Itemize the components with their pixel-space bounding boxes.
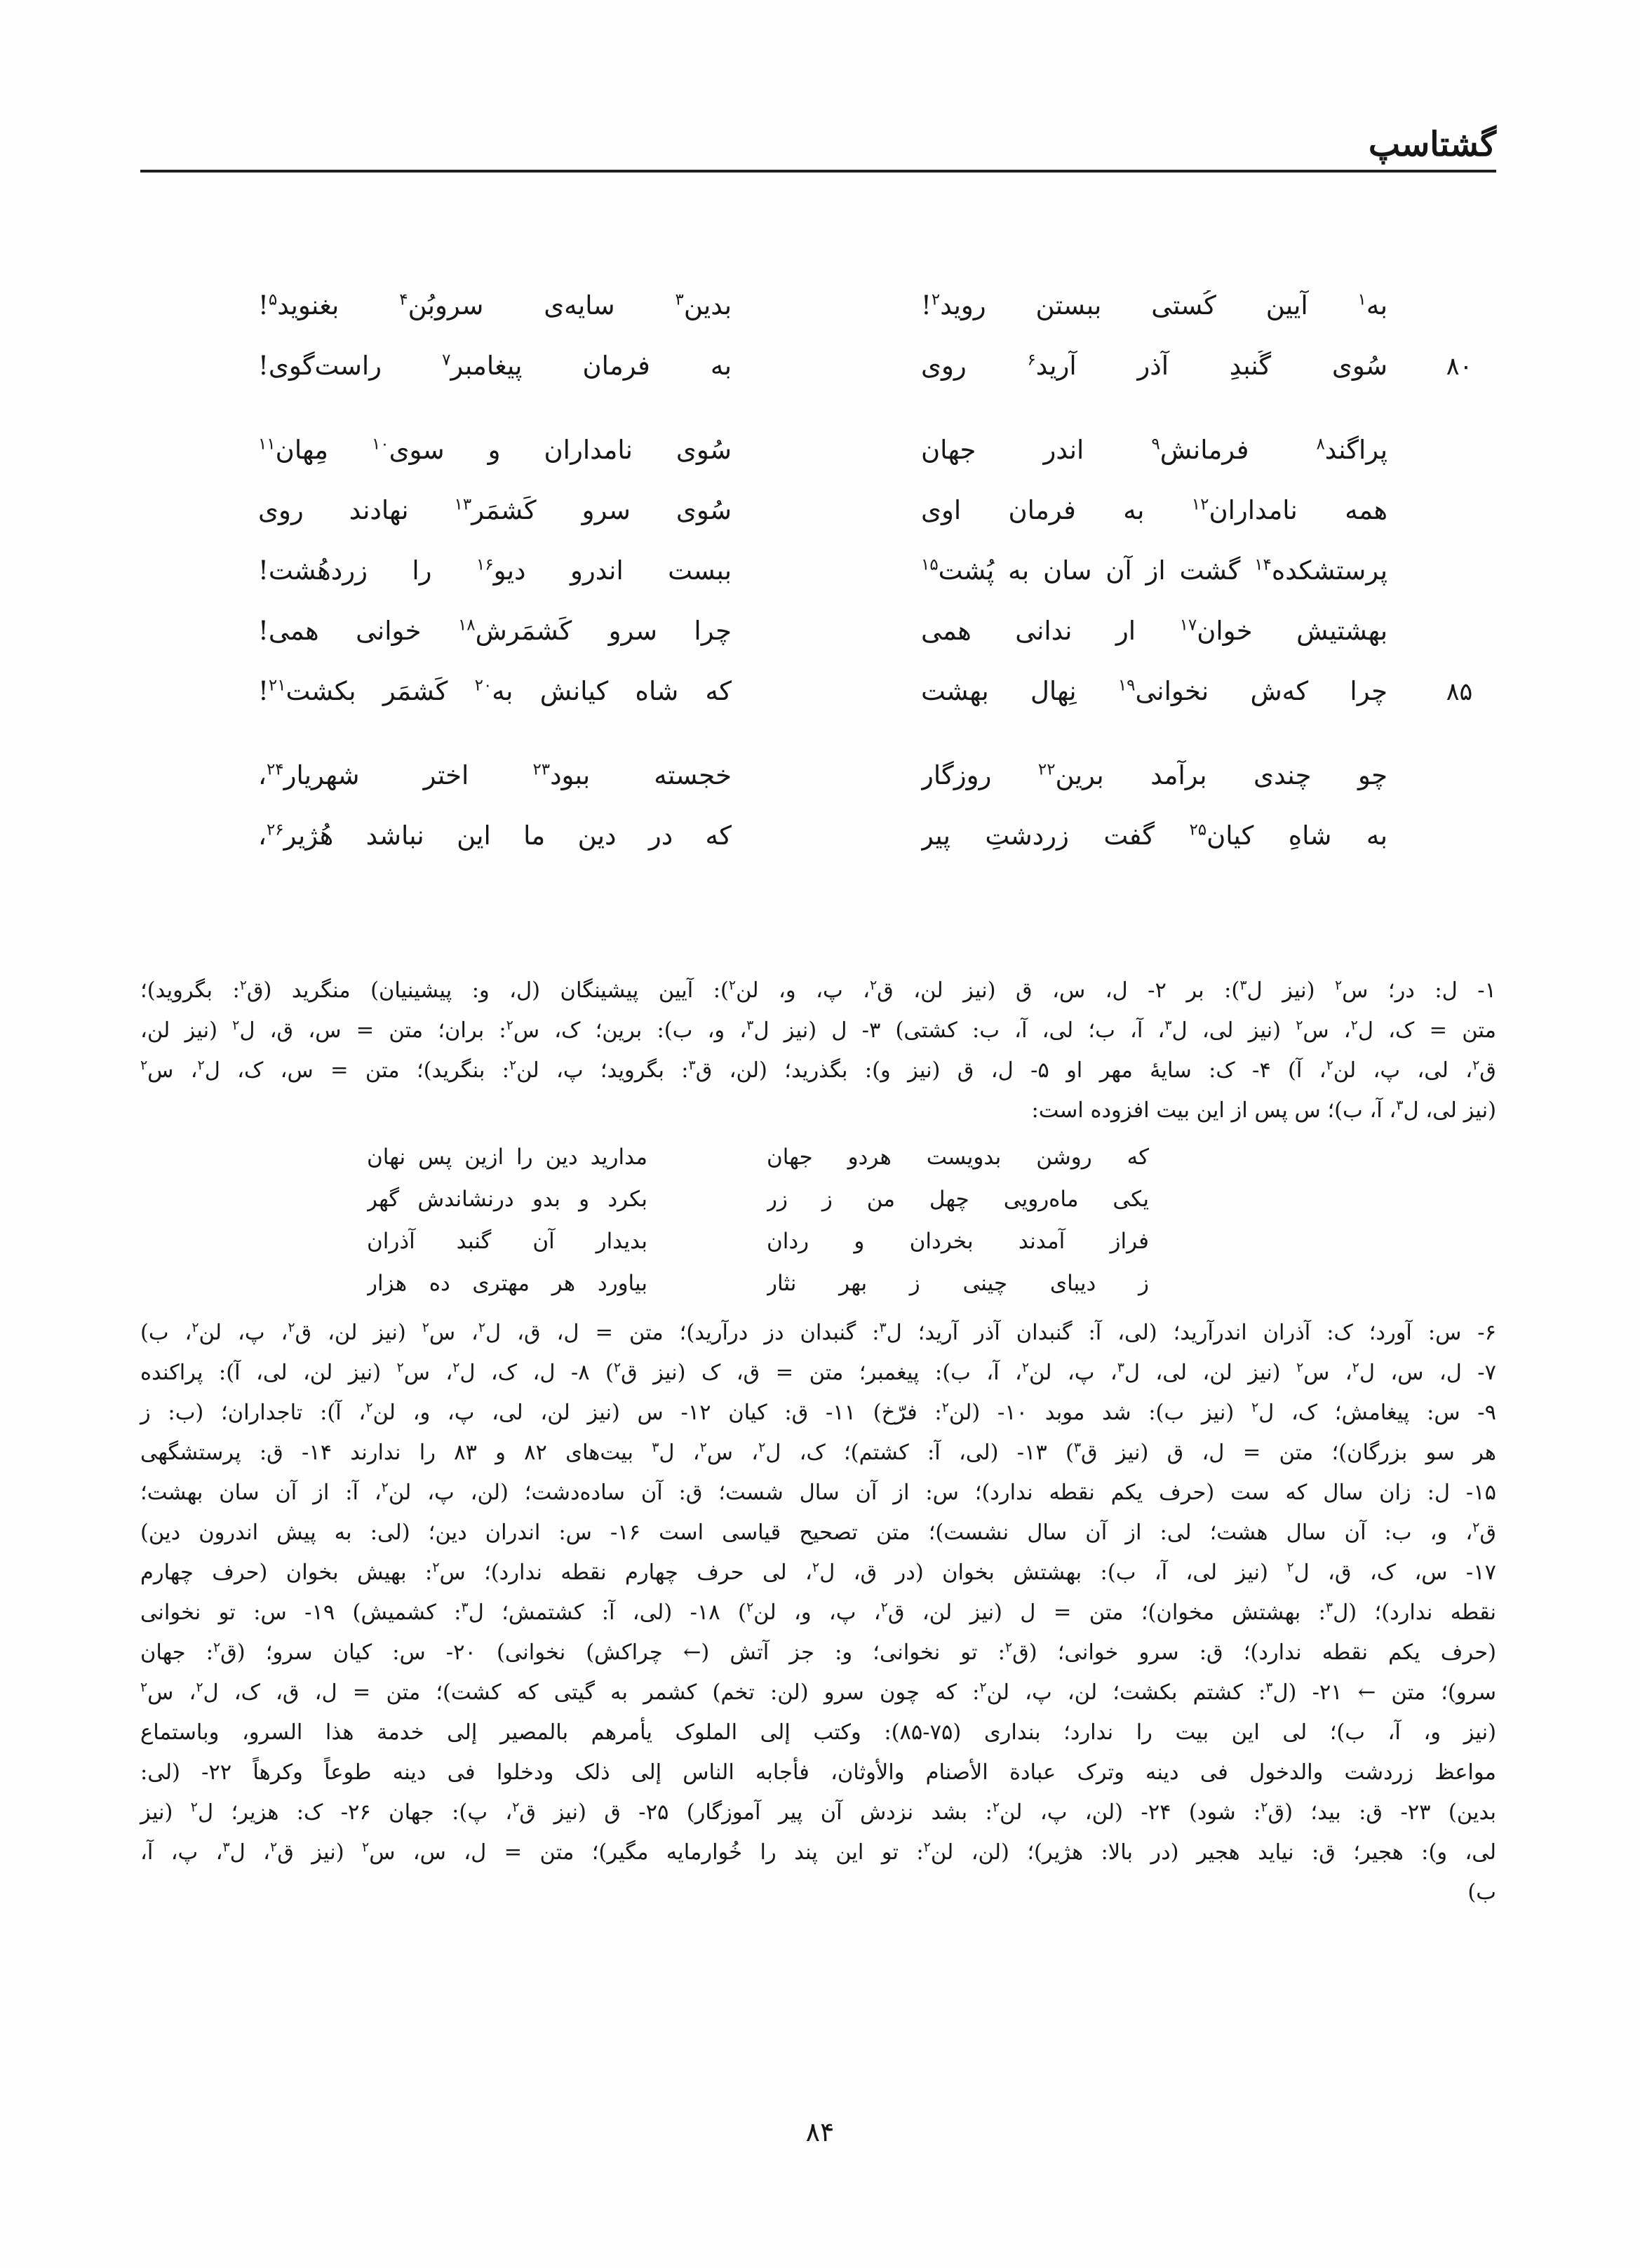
header-rule [140, 170, 1496, 173]
footnote-marker: ۲ [979, 1679, 987, 1695]
footnote-marker: ۲۶ [266, 821, 284, 839]
poem-couplet [140, 555, 1496, 616]
apparatus-section [140, 971, 1496, 1912]
footnote-marker: ۳ [222, 1839, 230, 1855]
footnote-marker: ۱۹ [1117, 676, 1136, 695]
apparatus-line: ۹- س: پیغامش؛ ک، ل$^۲$ (نیز ب): شد موبد ۱۰- (لن$^۲$: فرّخ) ۱۱- ق: کیان ۱۲- س (نیز لن، لی، پ، و، لن$^۲$، آ): تاجداران؛ (ب: ز [140, 1399, 1496, 1425]
stanza [140, 435, 1496, 736]
footnote-marker: ۲ [1472, 1519, 1480, 1535]
apparatus-line: ۱۵- ل: زان سال که ست (حرف یکم نقطه ندارد)؛ س: از آن سال شست؛ ق: آن ساده‌دشت؛ (لن، پ، لن$^۲$، آ: از آن سان بهشت؛ [140, 1479, 1497, 1505]
footnote-marker: ۲ [746, 1599, 754, 1615]
inserted-hemistich-right: که روشن بدویست هردو جهان [767, 1144, 1149, 1170]
footnote-marker: ۱۱ [258, 435, 276, 454]
apparatus-line: ۱- ل: در؛ س$^۲$ (نیز ل$^۳$): بر ۲- ل، س، ق (نیز لن، ق$^۲$، پ، و، لن$^۲$): آیین پیشینگان (ل، و: پیشینیان) منگرید (ق$^۲$: بگروید)؛ [140, 977, 1496, 1003]
apparatus-line: متن = ک، ل$^۲$، س$^۲$ (نیز لی، ل$^۳$، آ، ب؛ لی، آ، ب: کشتی) ۳- ل (نیز ل$^۳$، و، ب): برین؛ ک، س$^۲$: بران؛ متن = س، ق، ل$^۲$ (نیز لن، [140, 1017, 1496, 1043]
footnote-marker: ۲۰ [474, 676, 492, 695]
verse-number: ۸۰ [1446, 352, 1473, 381]
footnote-marker: ۱۳ [454, 495, 472, 514]
inserted-hemistich-left: بکرد و بدو درنشاندش گهر [367, 1186, 647, 1212]
stanza [140, 290, 1496, 411]
page-number: ۸۴ [805, 2117, 835, 2147]
footnote-marker: ۲ [1352, 1359, 1359, 1375]
apparatus-line: (نیز لی، ل$^۳$، آ، ب)؛ س پس از این بیت افزوده است: [1031, 1097, 1496, 1123]
footnote-marker: ۳ [652, 1439, 659, 1455]
footnote-marker: ۱ [1357, 290, 1366, 309]
apparatus-line: هر سو بزرگان)؛ متن = ل، ق (نیز ق$^۳$) ۱۳- (لی، آ: کشتم)؛ ک، ل$^۲$، س$^۲$، ل$^۳$ بیت‌های ۸۲ و ۸۳ را ندارند ۱۴- ق: پرستشگهی [140, 1439, 1496, 1465]
footnote-marker: ۲ [1326, 1057, 1333, 1073]
footnote-marker: ۲ [140, 1057, 148, 1073]
poem-couplet [140, 495, 1496, 555]
inserted-hemistich-right: یکی ماه‌رویی چهل من ز زر [767, 1186, 1149, 1212]
footnote-marker: ۳ [1265, 1679, 1273, 1695]
hemistich-left: سُوی نامداران و سوی$^{۱۰}$ مِهان$^{۱۱}$ [258, 434, 732, 465]
footnote-marker: ۲ [396, 1359, 404, 1375]
footnote-marker: ۹ [1151, 435, 1160, 454]
inserted-hemistich-right: ز دیبای چینی ز بهر نثار [767, 1270, 1149, 1296]
poem-couplet [140, 760, 1496, 821]
poem-couplet [140, 435, 1496, 495]
apparatus-line: ۷- ل، س، ل$^۲$، س$^۲$ (نیز لن، لی، ل$^۳$، پ، لن$^۲$، آ، ب): پیغمبر؛ متن = ق، ک (نیز ق$^۲$) ۸- ل، ک، ل$^۲$، س$^۲$ (نیز لن، لی، آ): پراکنده [140, 1359, 1496, 1385]
inserted-verse-row [140, 1180, 1496, 1222]
inserted-hemistich-left: مدارید دین را ازین پس نهان [367, 1144, 647, 1170]
hemistich-left: چرا سروِ کَشمَرش$^{۱۸}$ خوانی همی! [258, 615, 732, 646]
footnote-marker: ۳ [461, 1599, 469, 1615]
footnote-marker: ۲ [506, 1017, 513, 1033]
footnote-marker: ۲ [140, 1679, 148, 1695]
hemistich-right: به شاهِ کیان$^{۲۵}$ گفت زردشتِ پیر [921, 820, 1387, 851]
poem-couplet [140, 616, 1496, 676]
footnote-marker: ۳ [746, 1017, 754, 1033]
footnote-marker: ۳ [1239, 977, 1247, 993]
footnote-marker: ۲ [1296, 1359, 1304, 1375]
footnote-marker: ۲ [1286, 1559, 1294, 1575]
footnote-marker: ۲ [1261, 1799, 1268, 1815]
verse-number: ۸۵ [1446, 677, 1473, 706]
footnote-marker: ۲ [365, 1399, 373, 1415]
apparatus-line: (نیز و، آ، ب)؛ لی این بیت را ندارد؛ بنداری (۷۵-۸۵): وکتب إلی الملوک یأمرهم بالمصیر إلی خدمة هذا السرو، وباستماع [140, 1720, 1496, 1745]
footnote-marker: ۲ [1021, 1359, 1029, 1375]
footnote-marker: ۲ [191, 1319, 199, 1335]
footnote-marker: ۲ [288, 1319, 295, 1335]
inserted-verse-row [140, 1264, 1496, 1306]
footnote-marker: ۱۴ [1254, 555, 1272, 574]
inserted-verse-row [140, 1138, 1496, 1180]
poem-couplet [140, 676, 1496, 736]
poem-section [140, 290, 1496, 881]
footnote-marker: ۲۵ [1189, 821, 1207, 839]
hemistich-right: پرستشکده$^{۱۴}$ گشت از آن سان به پُشت$^{۱۵}$ [921, 555, 1387, 586]
footnote-marker: ۲۲ [1037, 760, 1056, 779]
footnote-marker: ۴ [399, 290, 408, 309]
hemistich-left: خجسته ببود$^{۲۳}$ اخترِ شهریار$^{۲۴}$، [258, 760, 732, 790]
inserted-hemistich-left: بیاورد هر مهتری ده هزار [367, 1270, 647, 1296]
inserted-verse-row [140, 1222, 1496, 1264]
footnote-marker: ۷ [442, 351, 451, 370]
poem-couplet [140, 290, 1496, 351]
footnote-marker: ۲ [1335, 977, 1343, 993]
footnote-marker: ۳ [688, 1057, 696, 1073]
footnote-marker: ۲ [758, 1439, 766, 1455]
footnote-marker: ۲ [923, 1839, 931, 1855]
footnote-marker: ۲ [381, 1479, 389, 1495]
footnote-marker: ۲ [478, 1319, 486, 1335]
footnote-marker: ۲ [197, 1057, 205, 1073]
footnote-marker: ۲ [1350, 1017, 1358, 1033]
hemistich-right: چرا که‌ش نخوانی$^{۱۹}$ نِهالِ بهشت [921, 675, 1387, 706]
apparatus-line: مواعظ زردشت والدخول فی دینه وترک عبادة الأصنام والأوثان، فأجابه الناس إلی ذلک ودخلوا فی دینه طوعاً وکرهاً ۲۲- (لی: [140, 1760, 1496, 1785]
footnote-marker: ۲ [232, 1017, 240, 1033]
poem-couplet [140, 351, 1496, 411]
hemistich-right: چو چندی برآمد برین$^{۲۲}$ روزگار [921, 760, 1387, 790]
apparatus-line: ۶- س: آورد؛ ک: آذران اندرآرید؛ (لی، آ: گنبدان آذر آرید؛ ل$^۳$: گنبدان دز درآرید)؛ متن = ل، ق، ل$^۲$، س$^۲$ (نیز لن، ق$^۲$، پ، لن$^۲$، ب) [140, 1319, 1496, 1345]
hemistich-left: به فرمان پیغامبرِ$^۷$ راست‌گوی! [258, 350, 732, 381]
footnote-marker: ۳ [1164, 1017, 1172, 1033]
footnote-marker: ۲۳ [532, 760, 551, 779]
footnote-marker: ۱۰ [371, 435, 389, 454]
footnote-marker: ۱۸ [457, 616, 476, 635]
footnote-marker: ۲ [509, 1057, 517, 1073]
footnote-marker: ۲ [213, 1639, 221, 1655]
hemistich-left: که در دینِ ما این نباشد هُژیر$^{۲۶}$، [258, 820, 732, 851]
apparatus-line: ق$^۲$، و، ب: آن سال هشت؛ لی: از آن سال نشست)؛ متن تصحیح قیاسی است ۱۶- س: اندران دین؛ (لی: به پیش اندرون دین) [140, 1519, 1496, 1545]
footnote-marker: ۲ [190, 1799, 198, 1815]
footnote-marker: ۱۶ [476, 555, 494, 574]
inserted-verse-block [140, 1138, 1496, 1306]
footnote-marker: ۲۴ [266, 760, 284, 779]
footnote-marker: ۱۲ [1191, 495, 1209, 514]
footnote-marker: ۲ [699, 1439, 707, 1455]
footnote-marker: ۲ [812, 1559, 820, 1575]
footnote-marker: ۲ [941, 1399, 949, 1415]
footnote-marker: ۲ [931, 290, 941, 309]
inserted-hemistich-left: بدیدار آن گنبد آذران [367, 1228, 647, 1254]
page-header [140, 0, 1496, 173]
apparatus-line: نقطه ندارد)؛ (ل$^۳$: بهشتش مخوان)؛ متن = ل (نیز لن، ق$^۲$، پ، و، لن$^۲$) ۱۸- (لی، آ: کشتمش؛ ل$^۳$: کشمیش) ۱۹- س: تو نخوانی [140, 1599, 1496, 1625]
footnote-marker: ۳ [1117, 1359, 1124, 1375]
footnote-marker: ۱۷ [1179, 616, 1197, 635]
footnote-marker: ۳ [1073, 1439, 1082, 1455]
apparatus-line: لی، و): هجیر؛ ق: نیاید هجیر (در بالا: هژیر)؛ (لن، لن$^۲$: تو این پند را خُوارمایه مگیر)؛ متن = ل، س، س$^۲$ (نیز ق$^۲$، ل$^۳$، پ، آ، [140, 1839, 1497, 1865]
footnote-marker: ۲ [1004, 1639, 1013, 1655]
apparatus-line: ق$^۲$، لی، پ، لن$^۲$، آ) ۴- ک: سایهٔ مهر او ۵- ل، ق (نیز و): بگذرید؛ (لن، ق$^۳$: بگروید؛ پ، لن$^۲$: بنگرید)؛ متن = س، ک، ل$^۲$، س$^۲$ [140, 1057, 1496, 1083]
apparatus-line: بدین) ۲۳- ق: بید؛ (ق$^۲$: شود) ۲۴- (لن، پ، لن$^۲$: بشد نزدش آن پیر آموزگار) ۲۵- ق (نیز ق$^۲$، پ): جهان ۲۶- ک: هزیر؛ ل$^۲$ (نیز [140, 1799, 1497, 1825]
footnote-marker: ۲ [869, 977, 878, 993]
stanza [140, 760, 1496, 881]
apparatus-line: سرو)؛ متن ← ۲۱- (ل$^۳$: کشتم بکشت؛ لن، پ، لن$^۲$: که چون سرو (لن: تخم) کشمر به گیتی که کشت)؛ متن = ل، ق، ک، ل$^۲$، س$^۲$ [140, 1679, 1497, 1705]
footnote-marker: ۲ [239, 977, 247, 993]
footnote-marker: ۵ [268, 290, 278, 309]
hemistich-left: بدین$^۳$ سایه‌ی سروبُن$^۴$ بغنوید$^۵$! [258, 290, 732, 320]
hemistich-right: پراگند$^۸$ فرمانش$^۹$ اندر جهان [921, 434, 1387, 465]
footnote-marker: ۲ [992, 1799, 1000, 1815]
apparatus-line: ۱۷- س، ک، ق، ل$^۲$ (نیز لی، آ، ب): بهشتش بخوان (در ق، ل$^۲$، لی حرف چهارم نقطه ندارد)؛ س$^۲$: بهیش بخوان (حرف چهارم [140, 1559, 1496, 1585]
hemistich-left: ببست اندرو دیو$^{۱۶}$ را زردهُشت! [258, 555, 732, 586]
hemistich-left: که شاه کیانش به$^{۲۰}$ کَشمَر بکشت$^{۲۱}$! [258, 675, 732, 706]
running-header-title: گشتاسپ [1368, 125, 1496, 164]
inserted-hemistich-right: فراز آمدند بخردان و ردان [767, 1228, 1149, 1254]
hemistich-right: به$^۱$ آیینِ کُستی ببستن روید$^۲$! [921, 290, 1387, 320]
footnote-marker: ۲ [452, 1359, 460, 1375]
footnote-marker: ۲۱ [268, 676, 286, 695]
poem-couplet [140, 821, 1496, 881]
footnote-marker: ۸ [1316, 435, 1325, 454]
footnote-marker: ۳ [879, 1319, 887, 1335]
footnote-marker: ۲ [432, 1559, 440, 1575]
apparatus-line: (حرف یکم نقطه ندارد)؛ ق: سرو خوانی؛ (ق$^۲$: تو نخوانی؛ و: جز آتش (← چراکش) نخوانی) ۲۰- س: کیان سرو؛ (ق$^۲$: جهان [140, 1639, 1497, 1665]
hemistich-right: بهشتیش خوان$^{۱۷}$ ار ندانی همی [921, 615, 1387, 646]
apparatus-line: ب) [1467, 1879, 1496, 1905]
footnote-marker: ۲ [512, 1799, 520, 1815]
footnote-marker: ۲ [1472, 1057, 1480, 1073]
footnote-marker: ۲ [362, 1839, 370, 1855]
footnote-marker: ۲ [728, 977, 737, 993]
footnote-marker: ۲ [270, 1839, 278, 1855]
footnote-marker: ۲ [1251, 1399, 1259, 1415]
footnote-marker: ۲ [196, 1679, 203, 1695]
footnote-marker: ۲ [422, 1319, 429, 1335]
footnote-marker: ۲ [613, 1359, 621, 1375]
hemistich-right: سُوی گُنبدِ آذر آرید$^۶$ روی [921, 350, 1387, 381]
footnote-marker: ۳ [675, 290, 684, 309]
footnote-marker: ۲ [1296, 1017, 1303, 1033]
hemistich-left: سُوی سروِ کَشمَر$^{۱۳}$ نهادند روی [258, 494, 732, 525]
footnote-marker: ۳ [1325, 1599, 1333, 1615]
footnote-marker: ۶ [1027, 351, 1036, 370]
footnote-marker: ۳ [1396, 1097, 1404, 1113]
hemistich-right: همه نامداران$^{۱۲}$ به فرمانِ اوی [921, 494, 1387, 525]
footnote-marker: ۱۵ [921, 555, 939, 574]
footnote-marker: ۲ [880, 1599, 888, 1615]
